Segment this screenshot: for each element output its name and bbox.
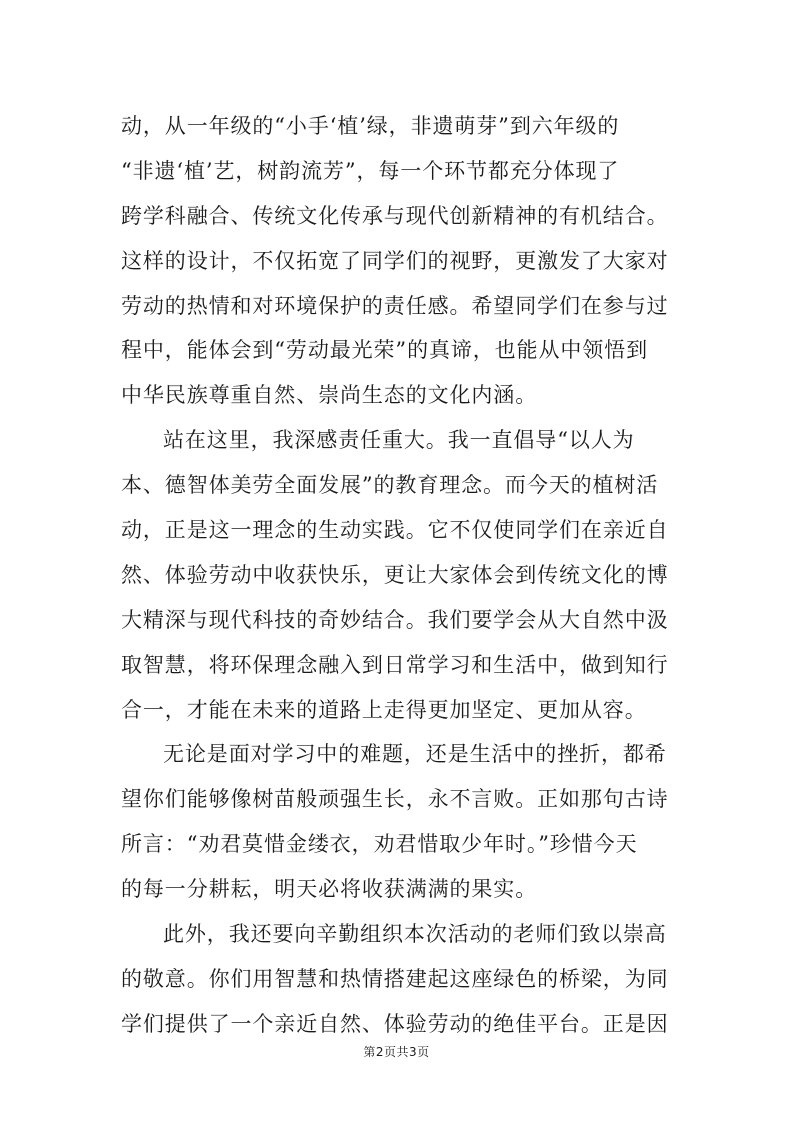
text-line: 劳动的热情和对环境保护的责任感。希望同学们在参与过 (121, 293, 669, 318)
document-body (121, 104, 681, 1047)
text-line: 所言：“劝君莫惜金缕衣，劝君惜取少年时。”珍惜今天 (121, 832, 638, 857)
text-line: 合一，才能在未来的道路上走得更加坚定、更加从容。 (121, 697, 647, 722)
text-line: “非遗‘植’艺，树韵流芳”，每一个环节都充分体现了 (121, 158, 620, 183)
text-line: 大精深与现代科技的奇妙结合。我们要学会从大自然中汲 (121, 607, 669, 632)
page-number-footer: 第2页共3页 (363, 1045, 430, 1059)
text-line: 的每一分耕耘，明天必将收获满满的果实。 (121, 877, 538, 902)
text-line: 本、德智体美劳全面发展”的教育理念。而今天的植树活 (121, 473, 659, 498)
text-line: 动，正是这一理念的生动实践。它不仅使同学们在亲近自 (121, 518, 669, 543)
text-line: 然、体验劳动中收获快乐，更让大家体会到传统文化的博 (121, 562, 669, 587)
text-line: 望你们能够像树苗般顽强生长，永不言败。正如那句古诗 (121, 787, 669, 812)
text-line: 取智慧，将环保理念融入到日常学习和生活中，做到知行 (121, 652, 669, 677)
paragraph-first-line: 站在这里，我深感责任重大。我一直倡导“以人为 (163, 428, 635, 453)
text-line: 程中，能体会到“劳动最光荣”的真谛，也能从中领悟到 (121, 338, 648, 363)
paragraph-first-line: 无论是面对学习中的难题，还是生活中的挫折，都希 (163, 742, 667, 767)
text-line: 学们提供了一个亲近自然、体验劳动的绝佳平台。正是因 (121, 1011, 669, 1036)
text-line: 中华民族尊重自然、崇尚生态的文化内涵。 (121, 383, 538, 408)
text-line: 这样的设计，不仅拓宽了同学们的视野，更激发了大家对 (121, 248, 669, 273)
text-line: 动，从一年级的“小手‘植’绿，非遗萌芽”到六年级的 (121, 114, 620, 138)
paragraph-first-line: 此外，我还要向辛勤组织本次活动的老师们致以崇高 (163, 922, 667, 947)
text-line: 跨学科融合、传统文化传承与现代创新精神的有机结合。 (121, 203, 669, 228)
text-line: 的敬意。你们用智慧和热情搭建起这座绿色的桥梁，为同 (121, 966, 669, 991)
